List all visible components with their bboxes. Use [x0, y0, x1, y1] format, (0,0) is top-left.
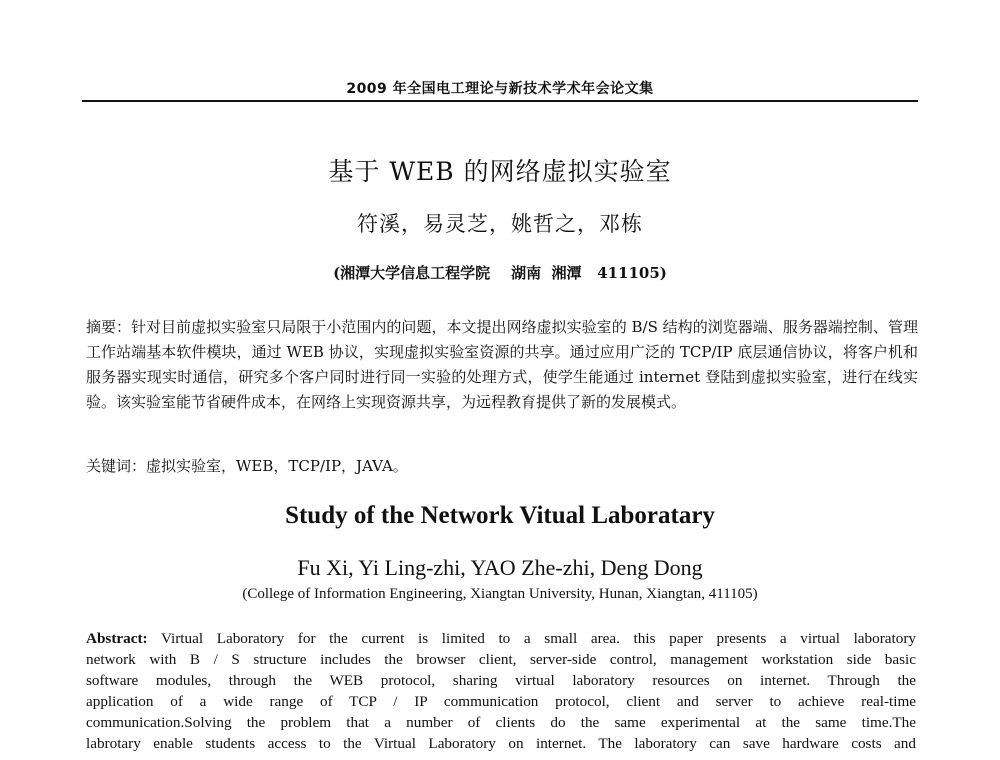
running-header: 2009 年全国电工理论与新技术学术年会论文集	[346, 81, 654, 97]
chinese-abstract	[86, 315, 918, 415]
header-rule	[82, 100, 918, 102]
english-abstract-line: network with B / S structure includes the browser client, server-side control, management workstation side basic	[86, 651, 916, 668]
english-authors: Fu Xi, Yi Ling-zhi, YAO Zhe-zhi, Deng Dong	[297, 555, 703, 580]
english-abstract-line: software modules, through the WEB protocol, sharing virtual laboratory resources on internet. Through the	[86, 672, 916, 689]
english-abstract-line: communication.Solving the problem that a number of clients do the same experimental at the same time.The	[86, 714, 916, 731]
chinese-keywords-label: 关键词：	[86, 457, 147, 475]
english-abstract-line: labrotary enable students access to the Virtual Laboratory on internet. The laboratory can save hardware costs and	[86, 735, 916, 752]
chinese-title: 基于 WEB 的网络虚拟实验室	[328, 157, 672, 186]
chinese-affiliation: (湘潭大学信息工程学院 湖南 湘潭 411105)	[333, 264, 667, 282]
chinese-keywords	[86, 455, 918, 476]
chinese-abstract-text: 针对目前虚拟实验室只局限于小范围内的问题，本文提出网络虚拟实验室的 B/S 结构的浏览器端、服务器端控制、管理工作站端基本软件模块，通过 WEB 协议，实现虚拟实验室资源的共享。通过应用广泛的 TCP/IP 底层通信协议，将客户机和服务器实现实时通信，研究多个客户同时进行同一实验的处理方式，使学生能通过 internet 登陆到虚拟实验室，进行在线实验。该实验室能节省硬件成本，在网络上实现资源共享，为远程教育提供了新的发展模式。	[86, 318, 918, 411]
english-abstract	[86, 628, 916, 754]
english-abstract-text: Virtual Laboratory for the current is limited to a small area. this paper presents a virtual laboratory	[147, 630, 916, 647]
chinese-abstract-label: 摘要：	[86, 318, 132, 336]
english-title: Study of the Network Vitual Laboratary	[285, 502, 715, 529]
chinese-keywords-text: 虚拟实验室，WEB，TCP/IP，JAVA。	[146, 457, 408, 475]
english-abstract-line	[86, 628, 916, 649]
english-abstract-line: application of a wide range of TCP / IP communication protocol, client and server to achieve real-time	[86, 693, 916, 710]
english-affiliation: (College of Information Engineering, Xiangtan University, Hunan, Xiangtan, 411105)	[242, 586, 758, 602]
english-abstract-label: Abstract:	[86, 630, 148, 647]
chinese-authors: 符溪，易灵芝，姚哲之，邓栋	[357, 212, 643, 236]
